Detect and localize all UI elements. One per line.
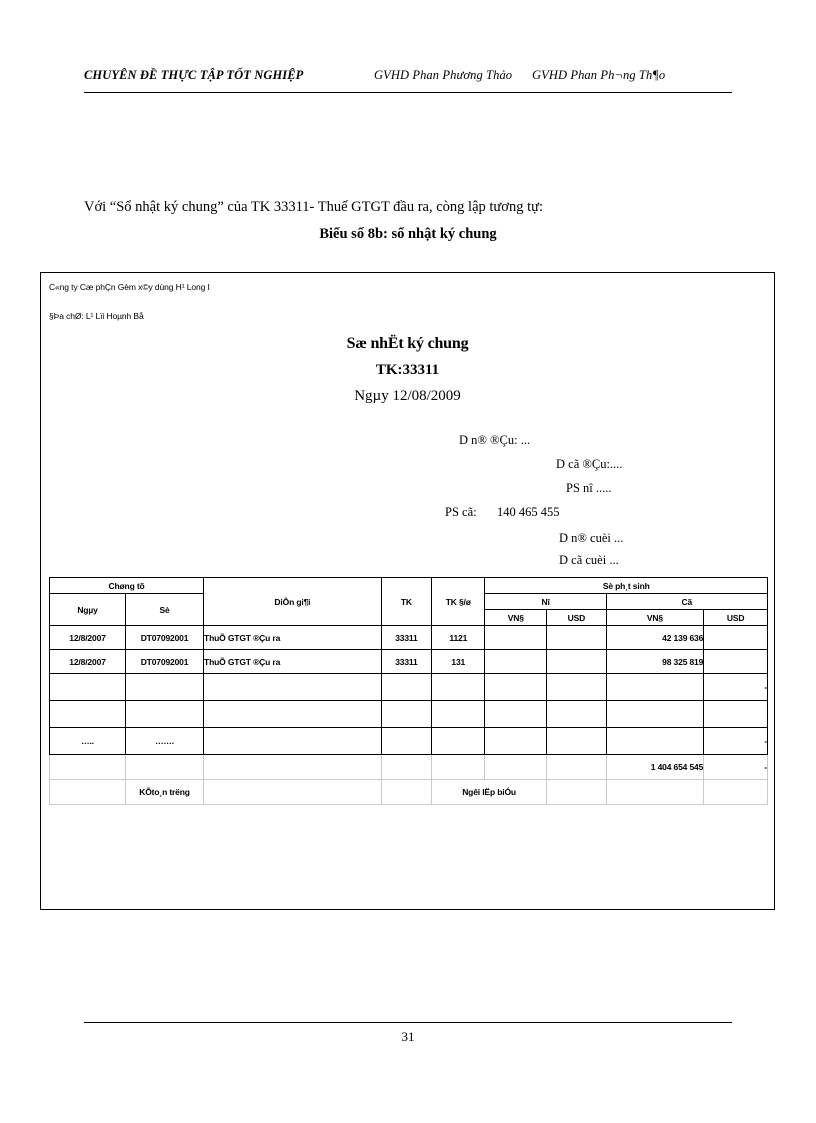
ps-debit: PS nî ..... [566, 481, 612, 495]
cell-so: ……. [126, 728, 204, 755]
ledger-date: Ngµy 12/08/2009 [354, 388, 461, 404]
th-ngay: Ngµy [50, 594, 126, 626]
cell-tk [381, 674, 431, 701]
intro-sentence: Với “Sổ nhật ký chung” của TK 33311- Thuế GTGT đầu ra, còng lập tương tự: [84, 199, 543, 215]
header-divider [84, 92, 732, 93]
cell-co-usd [704, 650, 768, 674]
footer-divider [84, 1022, 732, 1023]
cell-no-usd [547, 701, 607, 728]
cell-so [126, 701, 204, 728]
cell-co-vnd: 42 139 636 [606, 626, 704, 650]
cell-tk [381, 701, 431, 728]
cell-ngay: 12/8/2007 [50, 650, 126, 674]
th-chungtu: Chøng tõ [50, 578, 204, 594]
th-diengiai: DiÔn gi¶i [204, 578, 382, 626]
cell-co-vnd [606, 701, 704, 728]
opening-credit-balance: D cã ®Çu:.... [556, 457, 623, 471]
table-signature-row [50, 780, 768, 805]
th-tk: TK [381, 578, 431, 626]
ledger-title-block [41, 335, 774, 405]
cell-tkdu: 1121 [432, 626, 485, 650]
table-row [50, 701, 768, 728]
page-number: 31 [401, 1029, 415, 1044]
total-cell-tkdu [432, 755, 485, 780]
th-sophatsinh: Sè ph¸t sinh [485, 578, 768, 594]
cell-no-vnd [485, 701, 547, 728]
cell-diengiai [204, 674, 382, 701]
cell-tk [381, 728, 431, 755]
th-co-usd: USD [704, 610, 768, 626]
ledger-account: TK:33311 [375, 362, 440, 378]
ps-credit-value: 140 465 455 [497, 505, 560, 519]
company-block [49, 283, 210, 320]
figure-caption: Biểu số 8b: sổ nhật ký chung [319, 226, 497, 242]
total-cell-no-usd [547, 755, 607, 780]
cell-so: DT07092001 [126, 650, 204, 674]
header-supervisor-garbled: GVHD Phan Ph¬ng Th¶o [532, 68, 666, 82]
cell-ngay [50, 674, 126, 701]
cell-so [126, 674, 204, 701]
th-no-usd: USD [547, 610, 607, 626]
ps-credit-label: PS cã: [445, 505, 477, 519]
company-name: C«ng ty Cæ phÇn Gèm x©y dùng H¹ Long I [49, 282, 210, 292]
total-cell-co-usd: - [704, 755, 768, 780]
cell-tkdu [432, 701, 485, 728]
cell-diengiai [204, 728, 382, 755]
th-so: Sè [126, 594, 204, 626]
sign-cell-empty-6 [704, 780, 768, 805]
cell-co-vnd [606, 674, 704, 701]
th-co: Cã [606, 594, 767, 610]
closing-debit-balance: D n® cuèi ... [559, 531, 624, 545]
cell-no-vnd [485, 674, 547, 701]
cell-co-usd [704, 626, 768, 650]
cell-ngay: ….. [50, 728, 126, 755]
cell-diengiai: ThuÕ GTGT ®Çu ra [204, 650, 382, 674]
cell-ngay: 12/8/2007 [50, 626, 126, 650]
ledger-title: Sæ nhËt ký chung [346, 335, 469, 352]
table-row [50, 626, 768, 650]
cell-no-vnd [485, 626, 547, 650]
signature-nguoilapbieu: Ngêi lËp biÓu [432, 780, 547, 805]
total-cell-ngay [50, 755, 126, 780]
cell-no-usd [547, 650, 607, 674]
th-no: Nî [485, 594, 606, 610]
total-cell-co-vnd: 1 404 654 545 [606, 755, 704, 780]
cell-so: DT07092001 [126, 626, 204, 650]
total-cell-no-vnd [485, 755, 547, 780]
cell-no-vnd [485, 650, 547, 674]
cell-tkdu [432, 728, 485, 755]
sign-cell-empty-3 [381, 780, 431, 805]
cell-no-usd [547, 674, 607, 701]
journal-table [49, 577, 768, 805]
cell-co-usd [704, 701, 768, 728]
total-cell-diengiai [204, 755, 382, 780]
th-co-vnd: VN§ [606, 610, 704, 626]
table-row [50, 650, 768, 674]
total-cell-tk [381, 755, 431, 780]
header-course-title: CHUYÊN ĐỀ THỰC TẬP TỐT NGHIỆP [84, 68, 304, 82]
cell-co-usd: - [704, 674, 768, 701]
sign-cell-empty-1 [50, 780, 126, 805]
cell-diengiai [204, 701, 382, 728]
th-tkdu: TK §/ø [432, 578, 485, 626]
table-total-row [50, 755, 768, 780]
opening-debit-balance: D n® ®Çu: ... [459, 433, 531, 447]
ledger-frame [40, 272, 775, 910]
th-no-vnd: VN§ [485, 610, 547, 626]
table-row [50, 674, 768, 701]
signature-ketoantruong: KÕto¸n trëng [126, 780, 204, 805]
closing-credit-balance: D cã cuèi ... [559, 553, 619, 567]
cell-no-usd [547, 626, 607, 650]
cell-tkdu [432, 674, 485, 701]
cell-tkdu: 131 [432, 650, 485, 674]
company-address: §Þa chØ: L¹ Lïi Hoµnh Bå [49, 310, 144, 321]
sign-cell-empty-5 [606, 780, 704, 805]
cell-diengiai: ThuÕ GTGT ®Çu ra [204, 626, 382, 650]
cell-no-usd [547, 728, 607, 755]
cell-co-vnd: 98 325 819 [606, 650, 704, 674]
ps-credit [445, 505, 560, 520]
cell-co-vnd [606, 728, 704, 755]
cell-no-vnd [485, 728, 547, 755]
table-row [50, 728, 768, 755]
running-header [84, 68, 732, 94]
cell-co-usd: - [704, 728, 768, 755]
sign-cell-empty-4 [547, 780, 607, 805]
cell-tk: 33311 [381, 650, 431, 674]
cell-ngay [50, 701, 126, 728]
total-cell-so [126, 755, 204, 780]
header-supervisor: GVHD Phan Phương Thảo [374, 68, 513, 82]
cell-tk: 33311 [381, 626, 431, 650]
sign-cell-empty-2 [204, 780, 382, 805]
